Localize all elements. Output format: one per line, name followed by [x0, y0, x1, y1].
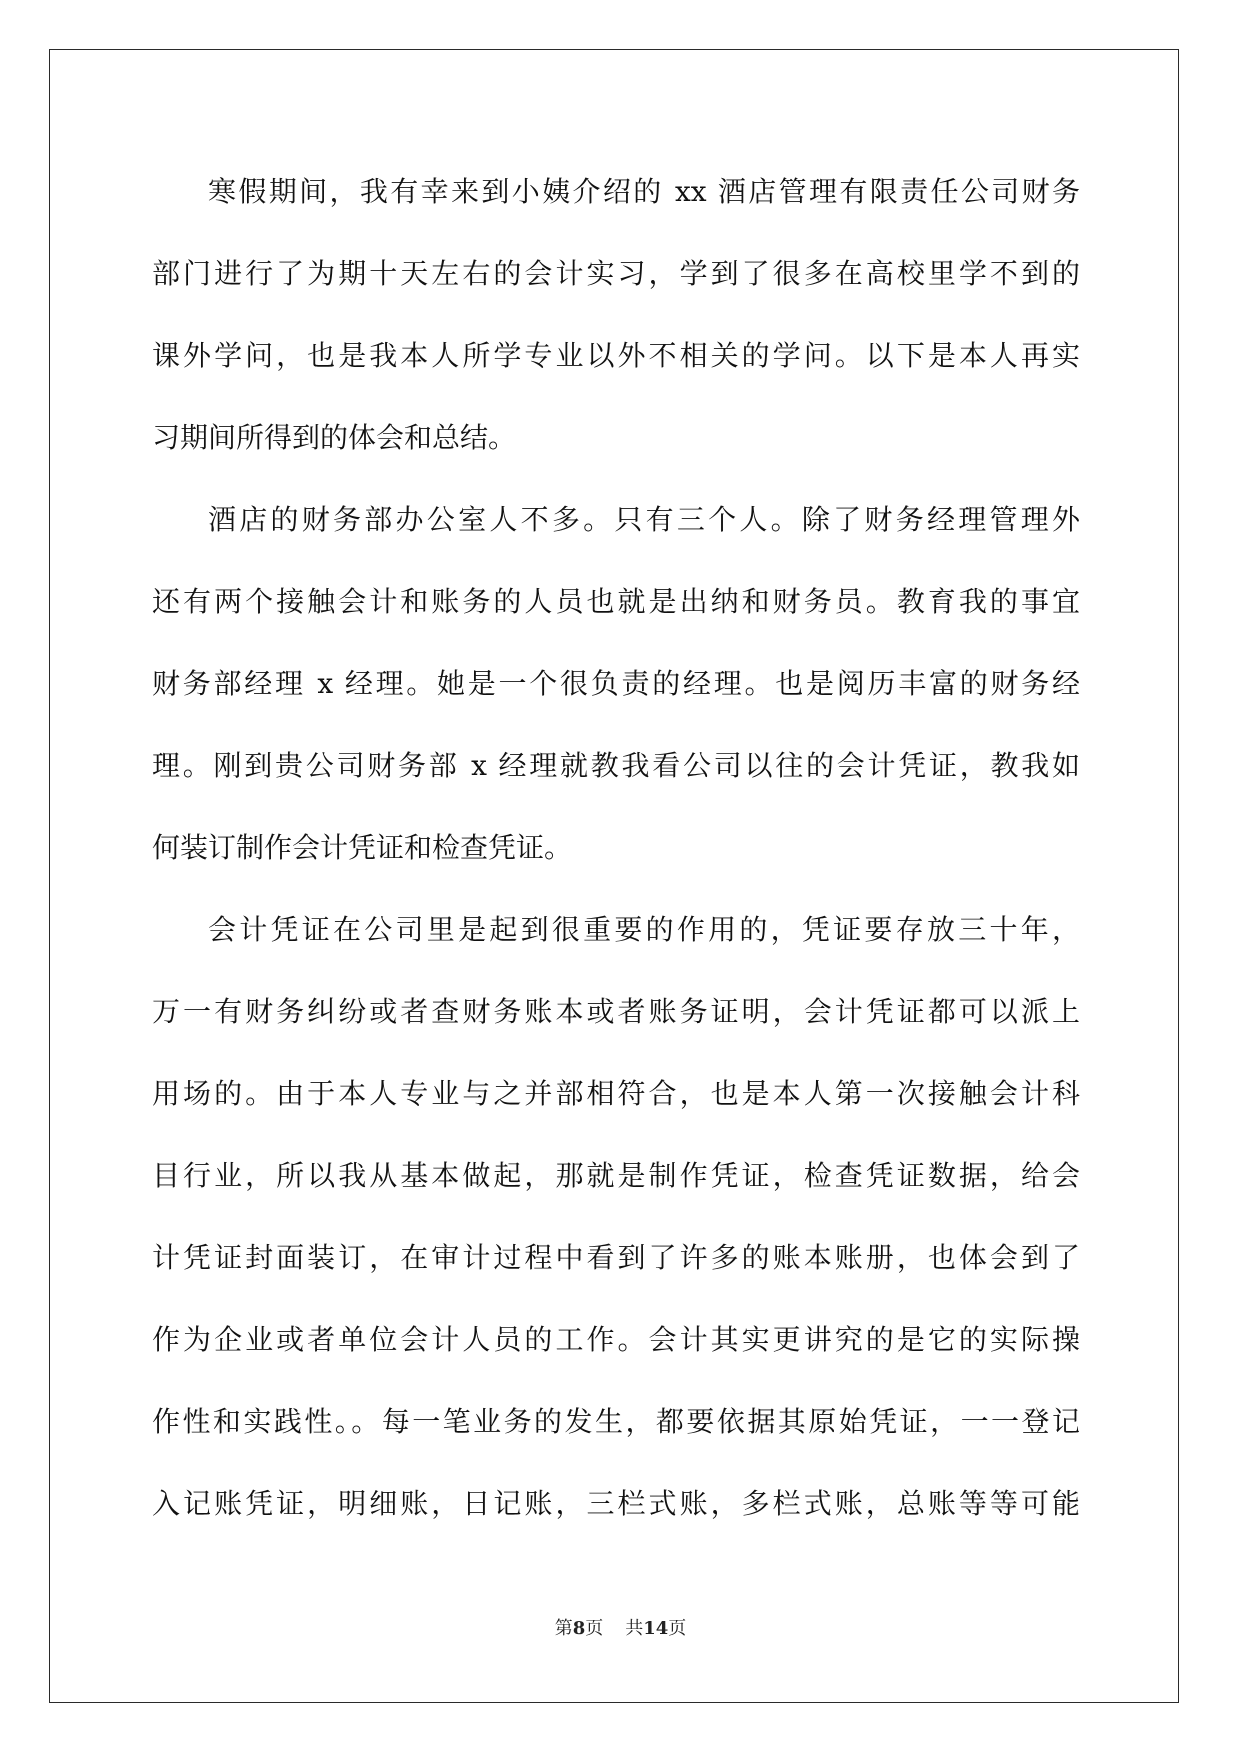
document-body — [152, 160, 1080, 1554]
page-footer — [0, 1614, 1241, 1640]
paragraph-3-line-7: 作性和实践性。。每一笔业务的发生，都要依据其原始凭证，一一登记 — [152, 1405, 1080, 1438]
paragraph-1-line-4: 习期间所得到的体会和总结。 — [152, 421, 517, 454]
footer-page-suffix: 页 — [585, 1618, 604, 1639]
paragraph-2-line-5: 何装订制作会计凭证和检查凭证。 — [152, 831, 573, 864]
paragraph-1-line-2: 部门进行了为期十天左右的会计实习，学到了很多在高校里学不到的 — [152, 257, 1080, 290]
paragraph-3-line-3: 用场的。由于本人专业与之并部相符合，也是本人第一次接触会计科 — [152, 1077, 1080, 1110]
paragraph-2-line-1: 酒店的财务部办公室人不多。只有三个人。除了财务经理管理外 — [208, 503, 1080, 536]
paragraph-1-line-1: 寒假期间，我有幸来到小姨介绍的 xx 酒店管理有限责任公司财务 — [208, 175, 1080, 208]
paragraph-2-line-4: 理。刚到贵公司财务部 x 经理就教我看公司以往的会计凭证，教我如 — [152, 749, 1080, 782]
current-page-number: 8 — [572, 1618, 586, 1639]
total-page-count: 14 — [643, 1618, 669, 1639]
paragraph-2-line-2: 还有两个接触会计和账务的人员也就是出纳和财务员。教育我的事宜 — [152, 585, 1080, 618]
paragraph-3-line-8: 入记账凭证，明细账，日记账，三栏式账，多栏式账，总账等等可能 — [152, 1487, 1080, 1520]
paragraph-3-line-4: 目行业，所以我从基本做起，那就是制作凭证，检查凭证数据，给会 — [152, 1159, 1080, 1192]
footer-total-prefix: 共 — [625, 1618, 644, 1639]
paragraph-3-line-2: 万一有财务纠纷或者查财务账本或者账务证明，会计凭证都可以派上 — [152, 995, 1080, 1028]
footer-total-suffix: 页 — [668, 1618, 687, 1639]
paragraph-2-line-3: 财务部经理 x 经理。她是一个很负责的经理。也是阅历丰富的财务经 — [152, 667, 1080, 700]
paragraph-3-line-1: 会计凭证在公司里是起到很重要的作用的，凭证要存放三十年， — [208, 913, 1080, 946]
footer-prefix: 第 — [554, 1618, 573, 1639]
paragraph-1-line-3: 课外学问，也是我本人所学专业以外不相关的学问。以下是本人再实 — [152, 339, 1080, 372]
paragraph-3-line-6: 作为企业或者单位会计人员的工作。会计其实更讲究的是它的实际操 — [152, 1323, 1080, 1356]
paragraph-3-line-5: 计凭证封面装订，在审计过程中看到了许多的账本账册，也体会到了 — [152, 1241, 1080, 1274]
